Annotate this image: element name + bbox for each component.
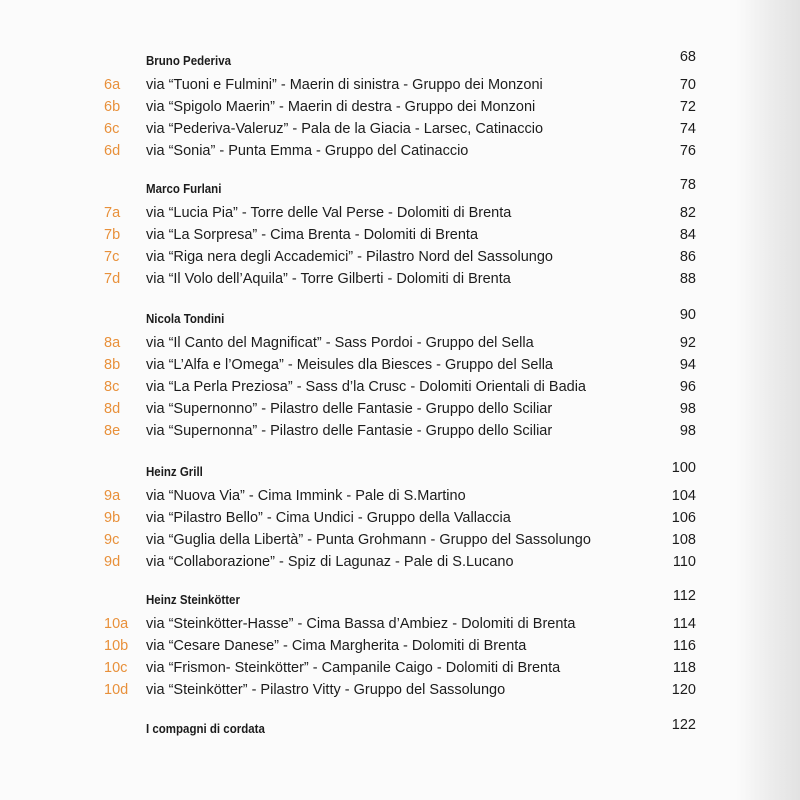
- page-number: 86: [679, 249, 696, 265]
- toc-entry[interactable]: [0, 398, 800, 420]
- toc-entry[interactable]: [0, 140, 800, 162]
- toc-entry[interactable]: [0, 118, 800, 140]
- toc-entry[interactable]: [0, 657, 800, 679]
- author-row: [0, 302, 800, 332]
- route-code: 10b: [104, 638, 129, 654]
- page-number: 70: [679, 77, 696, 93]
- route-code: 8b: [104, 357, 121, 373]
- route-code: 8c: [104, 379, 120, 395]
- route-code: 6c: [104, 121, 120, 137]
- toc-entry[interactable]: [0, 613, 800, 635]
- toc-entry[interactable]: [0, 332, 800, 354]
- page-number: 114: [672, 616, 696, 632]
- route-title: via “Pederiva-Valeruz” - Pala de la Giacia - Larsec, Catinaccio: [146, 121, 544, 137]
- route-code: 8a: [104, 335, 121, 351]
- author-row[interactable]: [0, 712, 800, 742]
- route-code: 10d: [104, 682, 129, 698]
- route-code: 6a: [104, 77, 121, 93]
- route-code: 10a: [104, 616, 129, 632]
- page-number: 104: [671, 488, 696, 504]
- author-name: I compagni di cordata: [146, 722, 265, 736]
- route-code: 9b: [104, 510, 121, 526]
- route-title: via “Pilastro Bello” - Cima Undici - Gruppo della Vallaccia: [146, 510, 511, 526]
- page-number: 74: [679, 121, 696, 137]
- route-code: 7d: [104, 271, 121, 287]
- page-number: 118: [672, 660, 696, 676]
- toc-section-steinkoetter: [0, 583, 800, 701]
- page-number: 110: [672, 554, 696, 570]
- toc-entry[interactable]: [0, 202, 800, 224]
- toc-entry[interactable]: [0, 74, 800, 96]
- route-title: via “Supernonna” - Pilastro delle Fantasie - Gruppo dello Sciliar: [146, 423, 553, 439]
- page-number: 94: [679, 357, 696, 373]
- route-code: 8d: [104, 401, 121, 417]
- route-code: 6b: [104, 99, 121, 115]
- route-title: via “Steinkötter-Hasse” - Cima Bassa d’Ambiez - Dolomiti di Brenta: [146, 616, 576, 632]
- author-name: Heinz Steinkötter: [146, 593, 240, 607]
- toc-entry[interactable]: [0, 529, 800, 551]
- toc-entry[interactable]: [0, 246, 800, 268]
- route-title: via “Frismon- Steinkötter” - Campanile Caigo - Dolomiti di Brenta: [146, 660, 561, 676]
- page-number: 78: [679, 177, 696, 193]
- toc-entry[interactable]: [0, 224, 800, 246]
- route-title: via “Collaborazione” - Spiz di Lagunaz - Pale di S.Lucano: [146, 554, 514, 570]
- page-number: 116: [672, 638, 696, 654]
- route-code: 9d: [104, 554, 121, 570]
- route-title: via “Sonia” - Punta Emma - Gruppo del Catinaccio: [146, 143, 469, 159]
- author-name: Nicola Tondini: [146, 312, 225, 326]
- author-name: Heinz Grill: [146, 465, 203, 479]
- toc-entry[interactable]: [0, 420, 800, 442]
- page-number: 92: [679, 335, 696, 351]
- route-code: 9a: [104, 488, 121, 504]
- route-title: via “Steinkötter” - Pilastro Vitty - Gruppo del Sassolungo: [146, 682, 506, 698]
- page-number: 120: [671, 682, 696, 698]
- toc-section-grill: [0, 455, 800, 573]
- page-number: 76: [679, 143, 696, 159]
- route-code: 8e: [104, 423, 121, 439]
- toc-entry[interactable]: [0, 635, 800, 657]
- toc-entry[interactable]: [0, 485, 800, 507]
- author-row: [0, 455, 800, 485]
- toc-section-pederiva: [0, 44, 800, 162]
- page-number: 72: [679, 99, 696, 115]
- toc-section-tondini: [0, 302, 800, 442]
- route-title: via “Nuova Via” - Cima Immink - Pale di S.Martino: [146, 488, 466, 504]
- author-row: [0, 44, 800, 74]
- route-title: via “Riga nera degli Accademici” - Pilastro Nord del Sassolungo: [146, 249, 553, 265]
- route-code: 7b: [104, 227, 121, 243]
- route-code: 9c: [104, 532, 120, 548]
- toc-entry[interactable]: [0, 96, 800, 118]
- route-code: 7c: [104, 249, 120, 265]
- route-title: via “Supernonno” - Pilastro delle Fantasie - Gruppo dello Sciliar: [146, 401, 553, 417]
- route-title: via “Il Volo dell’Aquila” - Torre Gilberti - Dolomiti di Brenta: [146, 271, 511, 287]
- route-title: via “Il Canto del Magnificat” - Sass Pordoi - Gruppo del Sella: [146, 335, 534, 351]
- toc-section-furlani: [0, 172, 800, 290]
- toc-entry[interactable]: [0, 268, 800, 290]
- toc-entry[interactable]: [0, 551, 800, 573]
- route-title: via “La Sorpresa” - Cima Brenta - Dolomiti di Brenta: [146, 227, 479, 243]
- route-title: via “La Perla Preziosa” - Sass d’la Crusc - Dolomiti Orientali di Badia: [146, 379, 586, 395]
- route-title: via “Guglia della Libertà” - Punta Grohmann - Gruppo del Sassolungo: [146, 532, 591, 548]
- page-number: 82: [679, 205, 696, 221]
- route-title: via “Lucia Pia” - Torre delle Val Perse - Dolomiti di Brenta: [146, 205, 512, 221]
- page-number: 90: [679, 307, 696, 323]
- author-row: [0, 172, 800, 202]
- route-code: 7a: [104, 205, 121, 221]
- page-number: 84: [679, 227, 696, 243]
- author-row: [0, 583, 800, 613]
- toc-entry[interactable]: [0, 679, 800, 701]
- page-number: 98: [679, 423, 696, 439]
- page-number: 112: [672, 588, 696, 604]
- page-number: 108: [671, 532, 696, 548]
- page-number: 106: [671, 510, 696, 526]
- author-name: Marco Furlani: [146, 182, 222, 196]
- toc-entry[interactable]: [0, 376, 800, 398]
- toc-entry[interactable]: [0, 354, 800, 376]
- route-title: via “L’Alfa e l’Omega” - Meisules dla Biesces - Gruppo del Sella: [146, 357, 553, 373]
- route-title: via “Spigolo Maerin” - Maerin di destra - Gruppo dei Monzoni: [146, 99, 536, 115]
- page-number: 122: [671, 717, 696, 733]
- route-code: 10c: [104, 660, 128, 676]
- page-number: 98: [679, 401, 696, 417]
- page-number: 68: [679, 49, 696, 65]
- toc-section-compagni: [0, 712, 800, 742]
- toc-entry[interactable]: [0, 507, 800, 529]
- author-name: Bruno Pederiva: [146, 54, 231, 68]
- page-number: 88: [679, 271, 696, 287]
- route-code: 6d: [104, 143, 121, 159]
- page-number: 96: [679, 379, 696, 395]
- page-number: 100: [671, 460, 696, 476]
- route-title: via “Cesare Danese” - Cima Margherita - Dolomiti di Brenta: [146, 638, 527, 654]
- route-title: via “Tuoni e Fulmini” - Maerin di sinistra - Gruppo dei Monzoni: [146, 77, 543, 93]
